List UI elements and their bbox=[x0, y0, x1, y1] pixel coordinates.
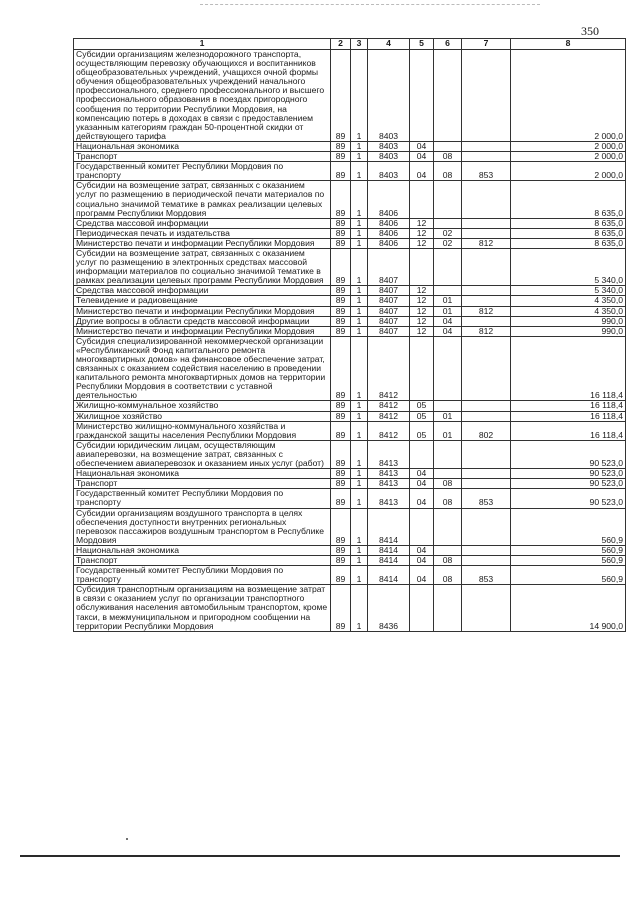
row-code-col3: 1 bbox=[351, 50, 368, 142]
row-description: Министерство печати и информации Республики Мордовия bbox=[74, 306, 331, 316]
row-code-col2: 89 bbox=[331, 238, 351, 248]
row-amount: 4 350,0 bbox=[511, 306, 626, 316]
row-amount: 16 118,4 bbox=[511, 411, 626, 421]
row-subsection-code bbox=[434, 286, 462, 296]
row-code-col2: 89 bbox=[331, 469, 351, 479]
row-code-col2: 89 bbox=[331, 401, 351, 411]
row-amount: 14 900,0 bbox=[511, 585, 626, 631]
table-row bbox=[74, 306, 626, 316]
table-row bbox=[74, 181, 626, 218]
row-code-col3: 1 bbox=[351, 508, 368, 545]
row-target-article: 8406 bbox=[368, 228, 410, 238]
row-ministry-code: 812 bbox=[462, 326, 511, 336]
row-subsection-code: 08 bbox=[434, 555, 462, 565]
row-code-col3: 1 bbox=[351, 218, 368, 228]
row-subsection-code bbox=[434, 401, 462, 411]
row-code-col3: 1 bbox=[351, 162, 368, 181]
row-amount: 5 340,0 bbox=[511, 286, 626, 296]
row-code-col2: 89 bbox=[331, 141, 351, 151]
table-row bbox=[74, 336, 626, 401]
row-section-code: 04 bbox=[410, 555, 434, 565]
row-ministry-code: 853 bbox=[462, 162, 511, 181]
row-subsection-code: 01 bbox=[434, 421, 462, 440]
row-description: Средства массовой информации bbox=[74, 286, 331, 296]
header-col-7: 7 bbox=[462, 39, 511, 50]
row-code-col3: 1 bbox=[351, 411, 368, 421]
row-target-article: 8407 bbox=[368, 326, 410, 336]
row-description: Средства массовой информации bbox=[74, 218, 331, 228]
row-code-col3: 1 bbox=[351, 401, 368, 411]
row-subsection-code: 01 bbox=[434, 411, 462, 421]
row-subsection-code: 08 bbox=[434, 479, 462, 489]
row-target-article: 8436 bbox=[368, 585, 410, 631]
row-code-col2: 89 bbox=[331, 286, 351, 296]
row-code-col3: 1 bbox=[351, 469, 368, 479]
table-row bbox=[74, 555, 626, 565]
row-code-col2: 89 bbox=[331, 585, 351, 631]
row-section-code: 12 bbox=[410, 296, 434, 306]
table-row bbox=[74, 421, 626, 440]
row-amount: 560,9 bbox=[511, 566, 626, 585]
table-header bbox=[74, 39, 626, 50]
header-col-8: 8 bbox=[511, 39, 626, 50]
row-amount: 2 000,0 bbox=[511, 162, 626, 181]
row-amount: 90 523,0 bbox=[511, 440, 626, 468]
row-target-article: 8407 bbox=[368, 248, 410, 285]
row-description: Периодическая печать и издательства bbox=[74, 228, 331, 238]
row-amount: 4 350,0 bbox=[511, 296, 626, 306]
row-amount: 8 635,0 bbox=[511, 181, 626, 218]
row-target-article: 8407 bbox=[368, 296, 410, 306]
row-code-col3: 1 bbox=[351, 479, 368, 489]
row-section-code bbox=[410, 336, 434, 401]
row-code-col3: 1 bbox=[351, 228, 368, 238]
row-code-col2: 89 bbox=[331, 336, 351, 401]
row-subsection-code bbox=[434, 181, 462, 218]
row-code-col3: 1 bbox=[351, 545, 368, 555]
row-section-code: 12 bbox=[410, 218, 434, 228]
table-row bbox=[74, 508, 626, 545]
row-ministry-code bbox=[462, 585, 511, 631]
row-code-col2: 89 bbox=[331, 508, 351, 545]
row-section-code: 04 bbox=[410, 566, 434, 585]
table-row bbox=[74, 162, 626, 181]
row-ministry-code bbox=[462, 286, 511, 296]
row-description: Транспорт bbox=[74, 555, 331, 565]
row-code-col2: 89 bbox=[331, 162, 351, 181]
row-code-col2: 89 bbox=[331, 566, 351, 585]
header-col-2: 2 bbox=[331, 39, 351, 50]
row-code-col3: 1 bbox=[351, 296, 368, 306]
row-code-col2: 89 bbox=[331, 411, 351, 421]
row-ministry-code bbox=[462, 479, 511, 489]
row-code-col2: 89 bbox=[331, 440, 351, 468]
row-description: Субсидии организациям железнодорожного транспорта, осуществляющим перевозку обучающихся и воспитанников общеобразовательных учреждений, учащихся очной формы обучения общеобразовательных учреждений начального профессионального, среднего профессионального и высшего профессионального образования в поездах пригородного сообщения по территории Республики Мордовия, на компенсацию потерь в доходах в связи с предоставлением указанным категориям граждан 50-процентной скидки от действующего тарифа bbox=[74, 50, 331, 142]
row-ministry-code: 812 bbox=[462, 238, 511, 248]
row-ministry-code bbox=[462, 228, 511, 238]
row-target-article: 8414 bbox=[368, 566, 410, 585]
row-section-code bbox=[410, 508, 434, 545]
row-section-code: 04 bbox=[410, 152, 434, 162]
row-section-code bbox=[410, 50, 434, 142]
table-row bbox=[74, 50, 626, 142]
row-section-code: 04 bbox=[410, 162, 434, 181]
row-code-col2: 89 bbox=[331, 218, 351, 228]
header-col-4: 4 bbox=[368, 39, 410, 50]
row-ministry-code: 853 bbox=[462, 489, 511, 508]
row-target-article: 8407 bbox=[368, 306, 410, 316]
row-code-col2: 89 bbox=[331, 50, 351, 142]
row-description: Государственный комитет Республики Мордовия по транспорту bbox=[74, 566, 331, 585]
row-section-code: 04 bbox=[410, 141, 434, 151]
table-row bbox=[74, 218, 626, 228]
row-code-col3: 1 bbox=[351, 286, 368, 296]
row-code-col2: 89 bbox=[331, 181, 351, 218]
row-code-col3: 1 bbox=[351, 489, 368, 508]
row-subsection-code: 08 bbox=[434, 566, 462, 585]
row-code-col2: 89 bbox=[331, 555, 351, 565]
row-ministry-code bbox=[462, 555, 511, 565]
table-row bbox=[74, 326, 626, 336]
table-row bbox=[74, 238, 626, 248]
row-ministry-code bbox=[462, 440, 511, 468]
row-amount: 560,9 bbox=[511, 555, 626, 565]
row-target-article: 8412 bbox=[368, 401, 410, 411]
row-subsection-code bbox=[434, 440, 462, 468]
budget-table bbox=[73, 38, 626, 632]
row-description: Другие вопросы в области средств массовой информации bbox=[74, 316, 331, 326]
row-code-col2: 89 bbox=[331, 152, 351, 162]
row-description: Национальная экономика bbox=[74, 545, 331, 555]
row-target-article: 8403 bbox=[368, 152, 410, 162]
row-ministry-code bbox=[462, 50, 511, 142]
row-description: Национальная экономика bbox=[74, 141, 331, 151]
row-description: Министерство печати и информации Республики Мордовия bbox=[74, 238, 331, 248]
row-amount: 990,0 bbox=[511, 326, 626, 336]
row-section-code bbox=[410, 181, 434, 218]
row-subsection-code bbox=[434, 141, 462, 151]
row-code-col3: 1 bbox=[351, 141, 368, 151]
row-description: Субсидия специализированной некоммерческой организации «Республиканский Фонд капитального ремонта многоквартирных домов» на финансовое обеспечение затрат, связанных с оказанием содействия населению в проведении капитального ремонта многоквартирных домов на территории Республики Мордовия в соответствии с уставной деятельностью bbox=[74, 336, 331, 401]
row-code-col3: 1 bbox=[351, 181, 368, 218]
row-subsection-code bbox=[434, 248, 462, 285]
row-amount: 16 118,4 bbox=[511, 421, 626, 440]
row-section-code: 12 bbox=[410, 228, 434, 238]
row-description: Транспорт bbox=[74, 479, 331, 489]
row-ministry-code bbox=[462, 508, 511, 545]
row-target-article: 8403 bbox=[368, 141, 410, 151]
row-ministry-code bbox=[462, 248, 511, 285]
row-ministry-code bbox=[462, 401, 511, 411]
row-amount: 16 118,4 bbox=[511, 336, 626, 401]
row-description: Субсидии на возмещение затрат, связанных с оказанием услуг по размещению в периодической печати материалов по социально значимой тематике в рамках реализации целевых программ Республики Мордовия bbox=[74, 181, 331, 218]
row-description: Национальная экономика bbox=[74, 469, 331, 479]
row-code-col3: 1 bbox=[351, 421, 368, 440]
row-section-code: 05 bbox=[410, 401, 434, 411]
row-subsection-code bbox=[434, 469, 462, 479]
table-row bbox=[74, 286, 626, 296]
row-ministry-code bbox=[462, 545, 511, 555]
row-subsection-code: 08 bbox=[434, 489, 462, 508]
row-description: Субсидии организациям воздушного транспорта в целях обеспечения доступности внутренних региональных перевозок пассажиров воздушным транспортом в Республике Мордовия bbox=[74, 508, 331, 545]
table-row bbox=[74, 585, 626, 631]
header-col-5: 5 bbox=[410, 39, 434, 50]
row-ministry-code: 802 bbox=[462, 421, 511, 440]
row-ministry-code: 853 bbox=[462, 566, 511, 585]
row-subsection-code: 01 bbox=[434, 306, 462, 316]
row-ministry-code bbox=[462, 218, 511, 228]
row-target-article: 8412 bbox=[368, 336, 410, 401]
table-row bbox=[74, 545, 626, 555]
top-scan-rule bbox=[200, 4, 540, 5]
row-target-article: 8412 bbox=[368, 411, 410, 421]
row-subsection-code: 02 bbox=[434, 238, 462, 248]
row-code-col2: 89 bbox=[331, 479, 351, 489]
row-subsection-code: 04 bbox=[434, 316, 462, 326]
row-subsection-code bbox=[434, 545, 462, 555]
row-section-code: 12 bbox=[410, 286, 434, 296]
header-col-1: 1 bbox=[74, 39, 331, 50]
row-ministry-code bbox=[462, 152, 511, 162]
row-target-article: 8413 bbox=[368, 479, 410, 489]
scan-speck bbox=[126, 838, 128, 840]
row-code-col2: 89 bbox=[331, 248, 351, 285]
row-section-code: 05 bbox=[410, 411, 434, 421]
row-description: Телевидение и радиовещание bbox=[74, 296, 331, 306]
row-section-code: 04 bbox=[410, 545, 434, 555]
row-description: Министерство печати и информации Республики Мордовия bbox=[74, 326, 331, 336]
row-section-code: 05 bbox=[410, 421, 434, 440]
row-description: Субсидии юридическим лицам, осуществляющим авиаперевозки, на возмещение затрат, связанных с обеспечением авиаперевозок и оказанием иных услуг (работ) bbox=[74, 440, 331, 468]
row-section-code: 04 bbox=[410, 479, 434, 489]
row-ministry-code bbox=[462, 141, 511, 151]
row-target-article: 8414 bbox=[368, 555, 410, 565]
row-subsection-code: 08 bbox=[434, 162, 462, 181]
row-amount: 560,9 bbox=[511, 508, 626, 545]
row-code-col3: 1 bbox=[351, 566, 368, 585]
row-description: Субсидии на возмещение затрат, связанных с оказанием услуг по размещению в электронных средствах массовой информации материалов по социально значимой тематике в рамках реализации целевых программ Республики Мордовия bbox=[74, 248, 331, 285]
row-target-article: 8406 bbox=[368, 238, 410, 248]
row-description: Государственный комитет Республики Мордовия по транспорту bbox=[74, 162, 331, 181]
row-subsection-code: 02 bbox=[434, 228, 462, 238]
row-amount: 90 523,0 bbox=[511, 479, 626, 489]
row-code-col3: 1 bbox=[351, 440, 368, 468]
row-amount: 8 635,0 bbox=[511, 228, 626, 238]
row-code-col2: 89 bbox=[331, 489, 351, 508]
row-section-code: 12 bbox=[410, 306, 434, 316]
row-subsection-code bbox=[434, 508, 462, 545]
header-col-3: 3 bbox=[351, 39, 368, 50]
row-code-col2: 89 bbox=[331, 545, 351, 555]
row-target-article: 8403 bbox=[368, 50, 410, 142]
row-ministry-code bbox=[462, 316, 511, 326]
row-section-code: 04 bbox=[410, 469, 434, 479]
row-target-article: 8413 bbox=[368, 440, 410, 468]
row-code-col3: 1 bbox=[351, 326, 368, 336]
row-code-col3: 1 bbox=[351, 248, 368, 285]
table-row bbox=[74, 489, 626, 508]
row-code-col3: 1 bbox=[351, 336, 368, 401]
row-section-code: 12 bbox=[410, 326, 434, 336]
row-code-col2: 89 bbox=[331, 228, 351, 238]
row-amount: 90 523,0 bbox=[511, 489, 626, 508]
row-ministry-code bbox=[462, 181, 511, 218]
table-row bbox=[74, 440, 626, 468]
row-amount: 16 118,4 bbox=[511, 401, 626, 411]
row-ministry-code bbox=[462, 469, 511, 479]
row-section-code: 04 bbox=[410, 489, 434, 508]
row-amount: 90 523,0 bbox=[511, 469, 626, 479]
header-row bbox=[74, 39, 626, 50]
row-amount: 8 635,0 bbox=[511, 218, 626, 228]
row-subsection-code: 04 bbox=[434, 326, 462, 336]
row-code-col2: 89 bbox=[331, 316, 351, 326]
row-description: Министерство жилищно-коммунального хозяйства и гражданской защиты населения Республики Мордовия bbox=[74, 421, 331, 440]
table-row bbox=[74, 248, 626, 285]
row-target-article: 8407 bbox=[368, 286, 410, 296]
row-target-article: 8407 bbox=[368, 316, 410, 326]
row-description: Субсидия транспортным организациям на возмещение затрат в связи с оказанием услуг по организации транспортного обслуживания населения автомобильным транспортом, кроме такси, в межмуниципальном и пригородном сообщении на территории Республики Мордовия bbox=[74, 585, 331, 631]
bottom-rule bbox=[20, 855, 620, 857]
row-ministry-code: 812 bbox=[462, 306, 511, 316]
row-target-article: 8413 bbox=[368, 489, 410, 508]
row-subsection-code bbox=[434, 585, 462, 631]
row-code-col2: 89 bbox=[331, 421, 351, 440]
row-target-article: 8403 bbox=[368, 162, 410, 181]
table-row bbox=[74, 152, 626, 162]
row-section-code: 12 bbox=[410, 316, 434, 326]
row-description: Транспорт bbox=[74, 152, 331, 162]
table-row bbox=[74, 479, 626, 489]
row-amount: 2 000,0 bbox=[511, 141, 626, 151]
row-section-code bbox=[410, 585, 434, 631]
row-target-article: 8406 bbox=[368, 181, 410, 218]
row-target-article: 8406 bbox=[368, 218, 410, 228]
row-code-col2: 89 bbox=[331, 326, 351, 336]
table-row bbox=[74, 296, 626, 306]
row-description: Жилищно-коммунальное хозяйство bbox=[74, 401, 331, 411]
table-row bbox=[74, 566, 626, 585]
row-amount: 5 340,0 bbox=[511, 248, 626, 285]
row-code-col3: 1 bbox=[351, 306, 368, 316]
table-row bbox=[74, 228, 626, 238]
row-amount: 990,0 bbox=[511, 316, 626, 326]
row-section-code: 12 bbox=[410, 238, 434, 248]
header-col-6: 6 bbox=[434, 39, 462, 50]
table-body bbox=[74, 50, 626, 632]
row-target-article: 8413 bbox=[368, 469, 410, 479]
row-code-col3: 1 bbox=[351, 152, 368, 162]
row-subsection-code bbox=[434, 336, 462, 401]
row-section-code bbox=[410, 248, 434, 285]
row-ministry-code bbox=[462, 296, 511, 306]
table-row bbox=[74, 141, 626, 151]
table-row bbox=[74, 401, 626, 411]
row-amount: 560,9 bbox=[511, 545, 626, 555]
row-description: Государственный комитет Республики Мордовия по транспорту bbox=[74, 489, 331, 508]
row-code-col2: 89 bbox=[331, 296, 351, 306]
row-subsection-code: 08 bbox=[434, 152, 462, 162]
row-target-article: 8412 bbox=[368, 421, 410, 440]
row-subsection-code bbox=[434, 50, 462, 142]
row-amount: 2 000,0 bbox=[511, 152, 626, 162]
row-target-article: 8414 bbox=[368, 508, 410, 545]
table-row bbox=[74, 469, 626, 479]
row-amount: 2 000,0 bbox=[511, 50, 626, 142]
row-code-col3: 1 bbox=[351, 585, 368, 631]
row-section-code bbox=[410, 440, 434, 468]
page-number: 350 bbox=[581, 24, 599, 38]
row-subsection-code bbox=[434, 218, 462, 228]
row-code-col3: 1 bbox=[351, 238, 368, 248]
row-code-col3: 1 bbox=[351, 316, 368, 326]
row-ministry-code bbox=[462, 411, 511, 421]
row-code-col2: 89 bbox=[331, 306, 351, 316]
table-row bbox=[74, 411, 626, 421]
row-amount: 8 635,0 bbox=[511, 238, 626, 248]
row-subsection-code: 01 bbox=[434, 296, 462, 306]
row-code-col3: 1 bbox=[351, 555, 368, 565]
table-row bbox=[74, 316, 626, 326]
row-target-article: 8414 bbox=[368, 545, 410, 555]
row-ministry-code bbox=[462, 336, 511, 401]
row-description: Жилищное хозяйство bbox=[74, 411, 331, 421]
